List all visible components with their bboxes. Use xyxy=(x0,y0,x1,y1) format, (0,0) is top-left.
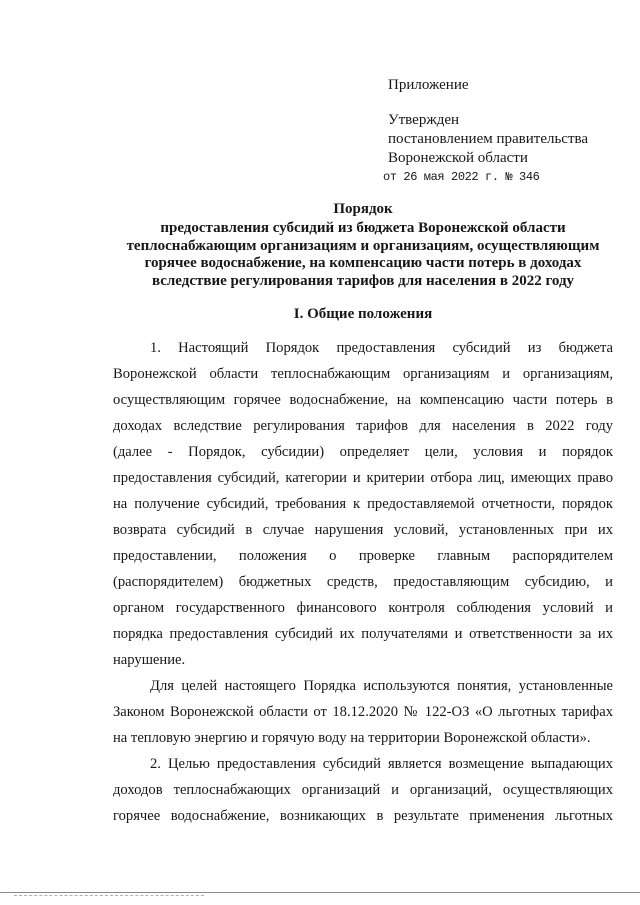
subtitle-line: горячее водоснабжение, на компенсацию части потерь в доходах xyxy=(144,255,582,272)
paragraph-line: Для целей настоящего Порядка используются понятия, установленные xyxy=(150,678,613,694)
document-title xyxy=(113,201,613,219)
title-heading: Порядок xyxy=(333,200,393,217)
paragraph-line: осуществляющим горячее водоснабжение, на компенсацию части потерь в xyxy=(113,392,613,408)
paragraph-line: предоставления субсидий, категории и критерии отбора лиц, имеющих право xyxy=(113,470,613,486)
document-subtitle xyxy=(113,220,613,290)
paragraph-line: (распорядителем) бюджетных средств, предоставляющим субсидию, и xyxy=(113,574,613,590)
approved-by-line: Воронежской области xyxy=(388,149,528,166)
paragraph-line: (далее - Порядок, субсидии) определяет цели, условия и порядок xyxy=(113,444,613,460)
appendix-label: Приложение xyxy=(388,77,469,93)
paragraph-line: возврата субсидий в случае нарушения условий, установленных при их xyxy=(113,522,613,538)
paragraph-line: на получение субсидий, требования к предоставляемой отчетности, порядок xyxy=(113,496,613,512)
paragraph-line: Воронежской области теплоснабжающим организациям и организациям, xyxy=(113,366,613,382)
paragraph-line: доходах вследствие регулирования тарифов для населения в 2022 году xyxy=(113,418,613,434)
paragraph-line: горячее водоснабжение, возникающих в результате применения льготных xyxy=(113,808,613,824)
paragraph-line: доходов теплоснабжающих организаций и организаций, осуществляющих xyxy=(113,782,613,798)
paragraph-line: 1. Настоящий Порядок предоставления субсидий из бюджета xyxy=(150,340,613,356)
paragraph-line: предоставлении, положения о проверке главным распорядителем xyxy=(113,548,613,564)
subtitle-line: вследствие регулирования тарифов для населения в 2022 году xyxy=(151,272,575,289)
section-body xyxy=(113,335,613,829)
paragraph-line: порядка предоставления субсидий их получателями и ответственности за их xyxy=(113,626,613,642)
scan-edge-line xyxy=(14,895,204,896)
paragraph-line: Законом Воронежской области от 18.12.2020 № 122-ОЗ «О льготных тарифах xyxy=(113,704,613,720)
decree-date-number: от 26 мая 2022 г. № 346 xyxy=(383,169,540,184)
scan-edge-line xyxy=(0,892,640,893)
paragraph-line: органом государственного финансового контроля соблюдения условий и xyxy=(113,600,613,616)
paragraph-line: 2. Целью предоставления субсидий является возмещение выпадающих xyxy=(150,756,613,772)
paragraph xyxy=(113,335,613,673)
paragraph-line: на тепловую энергию и горячую воду на территории Воронежской области». xyxy=(113,730,591,746)
approved-label: Утвержден xyxy=(388,111,460,128)
paragraph-line: нарушение. xyxy=(113,652,186,668)
paragraph xyxy=(113,673,613,751)
subtitle-line: предоставления субсидий из бюджета Воронежской области xyxy=(160,220,566,237)
approved-by-line: постановлением правительства xyxy=(388,130,589,147)
paragraph xyxy=(113,751,613,829)
section-heading: I. Общие положения xyxy=(293,306,433,322)
subtitle-line: теплоснабжающим организациям и организациям, осуществляющим xyxy=(126,237,600,254)
